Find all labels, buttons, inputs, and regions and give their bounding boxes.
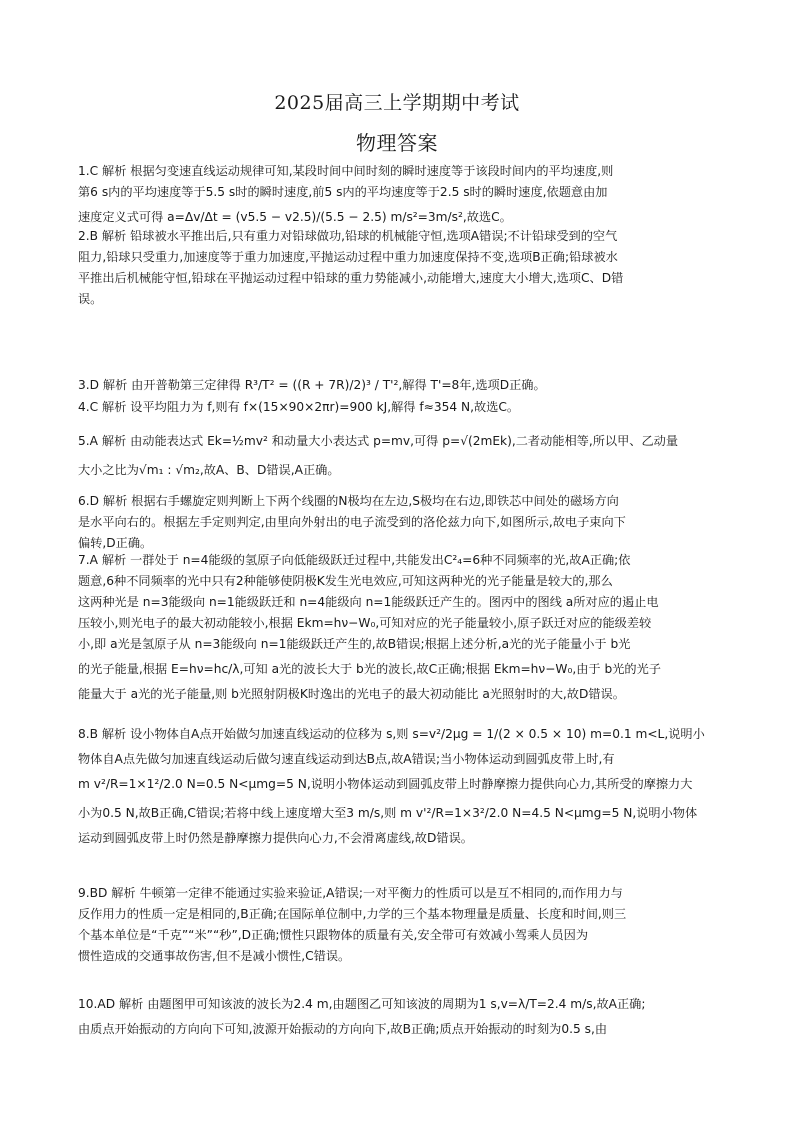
answer-line: 速度定义式可得 a=Δv/Δt = (v5.5 − v2.5)/(5.5 − 2.5) m/s²=3m/s²,故选C。 [78,210,512,224]
answer-line: 由质点开始振动的方向向下可知,波源开始振动的方向向下,故B正确;质点开始振动的时刻为0.5 s,由 [78,1022,608,1036]
answer-line: 偏转,D正确。 [78,536,153,550]
answer-line: 4.C 解析 设平均阻力为 f,则有 f×(15×90×2πr)=900 kJ,解得 f≈354 N,故选C。 [78,400,520,414]
answer-line: 这两种光是 n=3能级向 n=1能级跃迁和 n=4能级向 n=1能级跃迁产生的。图丙中的图线 a所对应的遏止电 [78,595,659,609]
answer-line: 阻力,铅球只受重力,加速度等于重力加速度,平抛运动过程中重力加速度保持不变,选项B正确;铅球被水 [78,250,618,264]
answer-line: 3.D 解析 由开普勒第三定律得 R³/T² = ((R + 7R)/2)³ / T'²,解得 T'=8年,选项D正确。 [78,378,546,392]
answer-line: 6.D 解析 根据右手螺旋定则判断上下两个线圈的N极均在左边,S极均在右边,即铁芯中间处的磁场方向 [78,494,619,508]
answer-line: 第6 s内的平均速度等于5.5 s时的瞬时速度,前5 s内的平均速度等于2.5 s时的瞬时速度,依题意由加 [78,185,608,199]
answer-line: 是水平向右的。根据左手定则判定,由里向外射出的电子流受到的洛伦兹力向下,如图所示,故电子束向下 [78,515,626,529]
answer-line: 5.A 解析 由动能表达式 Ek=½mv² 和动量大小表达式 p=mv,可得 p=√(2mEk),二者动能相等,所以甲、乙动量 [78,434,679,448]
answer-7-a [78,550,716,705]
exam-subtitle: 物理答案 [356,131,438,155]
answer-line: 运动到圆弧皮带上时仍然是静摩擦力提供向心力,不会滑离虚线,故D错误。 [78,831,473,845]
answer-line: 大小之比为√m₁ : √m₂,故A、B、D错误,A正确。 [78,463,340,477]
answer-line: 物体自A点先做匀加速直线运动后做匀速直线运动到达B点,故A错误;当小物体运动到圆弧皮带上时,有 [78,752,615,766]
answer-9-bd [78,883,716,967]
answer-3-d [78,371,716,400]
answer-line: 反作用力的性质一定是相同的,B正确;在国际单位制中,力学的三个基本物理量是质量、长度和时间,则三 [78,907,627,921]
answer-line: 8.B 解析 设小物体自A点开始做匀加速直线运动的位移为 s,则 s=v²/2μg = 1/(2 × 0.5 × 10) m=0.1 m<L,说明小 [78,727,705,741]
answer-line: 9.BD 解析 牛顿第一定律不能通过实验来验证,A错误;一对平衡力的性质可以是互不相同的,而作用力与 [78,886,623,900]
answer-line: 7.A 解析 一群处于 n=4能级的氢原子向低能级跃迁过程中,共能发出C²₄=6种不同频率的光,故A正确;依 [78,553,631,567]
answer-line: 2.B 解析 铅球被水平推出后,只有重力对铅球做功,铅球的机械能守恒,选项A错误;不计铅球受到的空气 [78,229,618,243]
answer-8-b [78,720,716,849]
answer-line: 1.C 解析 根据匀变速直线运动规律可知,某段时间中间时刻的瞬时速度等于该段时间内的平均速度,则 [78,164,614,178]
answer-line: 小,即 a光是氢原子从 n=3能级向 n=1能级跃迁产生的,故B错误;根据上述分析,a光的光子能量小于 b光 [78,637,631,651]
answer-line: 能量大于 a光的光子能量,则 b光照射阴极K时逸出的光电子的最大初动能比 a光照射时的大,故D错误。 [78,687,625,701]
answer-5-a [78,427,716,485]
answer-1-c [78,161,716,232]
answer-line: 误。 [78,292,103,306]
answer-line: 压较小,则光电子的最大初动能较小,根据 Ekm=hν−W₀,可知对应的光子能量较小,原子跃迁对应的能级差较 [78,616,652,630]
answer-line: 题意,6种不同频率的光中只有2种能够使阴极K发生光电效应,可知这两种光的光子能量是较大的,那么 [78,574,613,588]
answer-line: 惯性造成的交通事故伤害,但不是减小惯性,C错误。 [78,949,351,963]
answer-4-c [78,397,716,418]
answer-line: 平推出后机械能守恒,铅球在平抛运动过程中铅球的重力势能减小,动能增大,速度大小增大,选项C、D错 [78,271,624,285]
answer-2-b [78,226,716,310]
answer-10-ad [78,990,716,1040]
answer-line: 小为0.5 N,故B正确,C错误;若将中线上速度增大至3 m/s,则 m v'²/R=1×3²/2.0 N=4.5 N<μmg=5 N,说明小物体 [78,806,698,820]
exam-title: 2025届高三上学期期中考试 [274,92,520,114]
answer-line: 的光子能量,根据 E=hν=hc/λ,可知 a光的波长大于 b光的波长,故C正确;根据 Ekm=hν−W₀,由于 b光的光子 [78,662,661,676]
answer-line: 10.AD 解析 由题图甲可知该波的波长为2.4 m,由题图乙可知该波的周期为1 s,v=λ/T=2.4 m/s,故A正确; [78,997,646,1011]
answer-6-d [78,491,716,554]
answer-line: 个基本单位是“千克”“米”“秒”,D正确;惯性只跟物体的质量有关,安全带可有效减小驾乘人员因为 [78,928,589,942]
answer-line: m v²/R=1×1²/2.0 N=0.5 N<μmg=5 N,说明小物体运动到圆弧皮带上时静摩擦力提供向心力,其所受的摩擦力大 [78,777,693,791]
